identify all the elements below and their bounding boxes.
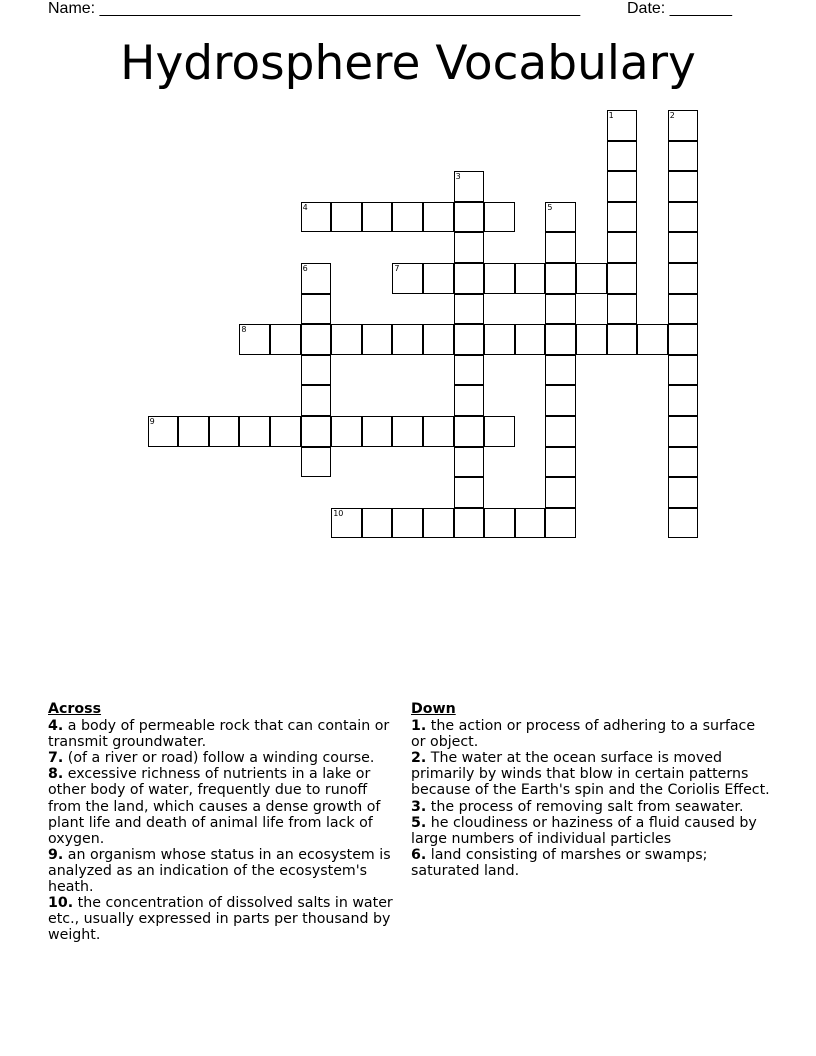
clue-text: he cloudiness or haziness of a fluid caused by large numbers of individual particles xyxy=(411,814,757,847)
across-clues xyxy=(48,701,398,943)
grid-cell[interactable] xyxy=(301,355,332,386)
grid-cell[interactable] xyxy=(668,294,699,325)
grid-cell[interactable] xyxy=(301,416,332,447)
grid-cell[interactable] xyxy=(668,263,699,294)
grid-cell[interactable] xyxy=(545,263,576,294)
grid-cell[interactable] xyxy=(423,202,454,233)
grid-cell[interactable] xyxy=(668,447,699,478)
grid-cell[interactable] xyxy=(515,324,546,355)
grid-cell[interactable] xyxy=(392,416,423,447)
clue-number-label: 6 xyxy=(302,264,308,273)
across-clue-4 xyxy=(48,718,398,750)
grid-cell[interactable] xyxy=(545,447,576,478)
down-heading: Down xyxy=(411,701,456,717)
grid-cell[interactable] xyxy=(454,447,485,478)
grid-cell[interactable] xyxy=(362,416,393,447)
clue-number-label: 5 xyxy=(547,202,553,212)
grid-cell[interactable] xyxy=(607,171,638,202)
clue-number: 4. xyxy=(48,718,64,735)
clue-text: a body of permeable rock that can contain or transmit groundwater. xyxy=(48,718,390,751)
grid-cell[interactable] xyxy=(392,263,423,294)
clue-number-label: 2 xyxy=(669,111,675,120)
grid-cell[interactable] xyxy=(545,385,576,416)
down-clue-3 xyxy=(411,799,771,815)
clue-text: The water at the ocean surface is moved primarily by winds that blow in certain patterns because of the Earth's spin and the Coriolis Effect. xyxy=(411,750,770,799)
grid-cell[interactable] xyxy=(484,202,515,233)
clue-text: (of a river or road) follow a winding course. xyxy=(67,750,375,767)
grid-cell[interactable] xyxy=(607,263,638,294)
grid-cell[interactable] xyxy=(668,477,699,508)
clue-number: 10. xyxy=(48,895,74,912)
grid-cell[interactable] xyxy=(607,141,638,172)
grid-cell[interactable] xyxy=(454,202,485,233)
grid-cell[interactable] xyxy=(301,202,332,233)
grid-cell[interactable] xyxy=(331,324,362,355)
grid-cell[interactable] xyxy=(545,202,576,233)
grid-cell[interactable] xyxy=(484,416,515,447)
grid-cell[interactable] xyxy=(668,355,699,386)
grid-cell[interactable] xyxy=(178,416,209,447)
grid-cell[interactable] xyxy=(209,416,240,447)
grid-cell[interactable] xyxy=(484,324,515,355)
grid-cell[interactable] xyxy=(668,202,699,233)
clue-text: excessive richness of nutrients in a lake or other body of water, frequently due to runoff from the land, which causes a dense growth of plant life and death of animal life from lack of oxygen. xyxy=(48,766,381,847)
grid-cell[interactable] xyxy=(454,324,485,355)
grid-cell[interactable] xyxy=(423,508,454,539)
clue-number-label: 10 xyxy=(333,508,344,518)
clue-number-label: 3 xyxy=(455,172,461,182)
clue-text: the process of removing salt from seawater. xyxy=(430,798,744,815)
grid-cell[interactable] xyxy=(576,263,607,294)
name-line: Name: ______________________________________________________ xyxy=(48,0,581,17)
grid-cell[interactable] xyxy=(331,202,362,233)
clue-number-label: 9 xyxy=(149,417,155,426)
grid-cell[interactable] xyxy=(576,324,607,355)
grid-cell[interactable] xyxy=(454,508,485,539)
grid-cell[interactable] xyxy=(454,416,485,447)
grid-cell[interactable] xyxy=(607,110,638,141)
down-clues xyxy=(411,701,771,879)
clue-number-label: 1 xyxy=(608,111,614,120)
grid-cell[interactable] xyxy=(484,508,515,539)
clue-text: land consisting of marshes or swamps; saturated land. xyxy=(411,846,708,879)
grid-cell[interactable] xyxy=(545,355,576,386)
grid-cell[interactable] xyxy=(331,416,362,447)
grid-cell[interactable] xyxy=(423,416,454,447)
clue-text: the action or process of adhering to a surface or object. xyxy=(411,718,756,751)
clue-number-label: 4 xyxy=(302,202,308,212)
grid-cell[interactable] xyxy=(668,385,699,416)
clue-number: 3. xyxy=(411,798,427,815)
down-clue-1 xyxy=(411,718,771,750)
clue-number: 6. xyxy=(411,846,427,863)
grid-cell[interactable] xyxy=(515,508,546,539)
grid-cell[interactable] xyxy=(545,294,576,325)
down-clue-6 xyxy=(411,847,771,879)
grid-cell[interactable] xyxy=(392,202,423,233)
grid-cell[interactable] xyxy=(545,324,576,355)
grid-cell[interactable] xyxy=(637,324,668,355)
grid-cell[interactable] xyxy=(423,263,454,294)
grid-cell[interactable] xyxy=(239,324,270,355)
grid-cell[interactable] xyxy=(301,263,332,294)
grid-cell[interactable] xyxy=(545,416,576,447)
clue-number: 1. xyxy=(411,718,427,735)
grid-cell[interactable] xyxy=(668,171,699,202)
grid-cell[interactable] xyxy=(362,324,393,355)
grid-cell[interactable] xyxy=(239,416,270,447)
down-clue-5 xyxy=(411,815,771,847)
page-title: Hydrosphere Vocabulary xyxy=(120,36,696,91)
grid-cell[interactable] xyxy=(668,232,699,263)
across-clue-9 xyxy=(48,847,398,895)
clue-number: 5. xyxy=(411,814,427,831)
grid-cell[interactable] xyxy=(607,232,638,263)
grid-cell[interactable] xyxy=(515,263,546,294)
grid-cell[interactable] xyxy=(331,508,362,539)
grid-cell[interactable] xyxy=(148,416,179,447)
grid-cell[interactable] xyxy=(454,171,485,202)
grid-cell[interactable] xyxy=(301,324,332,355)
date-line: Date: _______ xyxy=(627,0,732,17)
clue-text: the concentration of dissolved salts in water etc., usually expressed in parts per thousand by weight. xyxy=(48,895,393,944)
grid-cell[interactable] xyxy=(423,324,454,355)
grid-cell[interactable] xyxy=(454,355,485,386)
grid-cell[interactable] xyxy=(607,324,638,355)
clue-number-label: 7 xyxy=(394,264,400,273)
grid-cell[interactable] xyxy=(454,385,485,416)
clue-number-label: 8 xyxy=(241,325,247,335)
grid-cell[interactable] xyxy=(668,141,699,172)
grid-cell[interactable] xyxy=(454,263,485,294)
grid-cell[interactable] xyxy=(484,263,515,294)
clue-number: 9. xyxy=(48,846,64,863)
grid-cell[interactable] xyxy=(270,324,301,355)
across-clue-10 xyxy=(48,895,398,943)
grid-cell[interactable] xyxy=(301,294,332,325)
grid-cell[interactable] xyxy=(545,232,576,263)
grid-cell[interactable] xyxy=(362,508,393,539)
grid-cell[interactable] xyxy=(270,416,301,447)
down-clue-2 xyxy=(411,750,771,798)
grid-cell[interactable] xyxy=(545,477,576,508)
grid-cell[interactable] xyxy=(301,385,332,416)
grid-cell[interactable] xyxy=(668,416,699,447)
grid-cell[interactable] xyxy=(668,110,699,141)
grid-cell[interactable] xyxy=(301,447,332,478)
clue-text: an organism whose status in an ecosystem is analyzed as an indication of the ecosystem's heath. xyxy=(48,846,391,896)
clue-number: 8. xyxy=(48,766,64,783)
grid-cell[interactable] xyxy=(607,294,638,325)
clue-number: 7. xyxy=(48,750,64,767)
grid-cell[interactable] xyxy=(454,477,485,508)
grid-cell[interactable] xyxy=(454,232,485,263)
across-clue-7 xyxy=(48,750,398,766)
grid-cell[interactable] xyxy=(454,294,485,325)
clue-number: 2. xyxy=(411,750,427,767)
grid-cell[interactable] xyxy=(392,324,423,355)
across-clue-8 xyxy=(48,766,398,846)
grid-cell[interactable] xyxy=(668,324,699,355)
grid-cell[interactable] xyxy=(545,508,576,539)
grid-cell[interactable] xyxy=(668,508,699,539)
grid-cell[interactable] xyxy=(392,508,423,539)
across-heading: Across xyxy=(48,701,102,717)
grid-cell[interactable] xyxy=(362,202,393,233)
grid-cell[interactable] xyxy=(607,202,638,233)
